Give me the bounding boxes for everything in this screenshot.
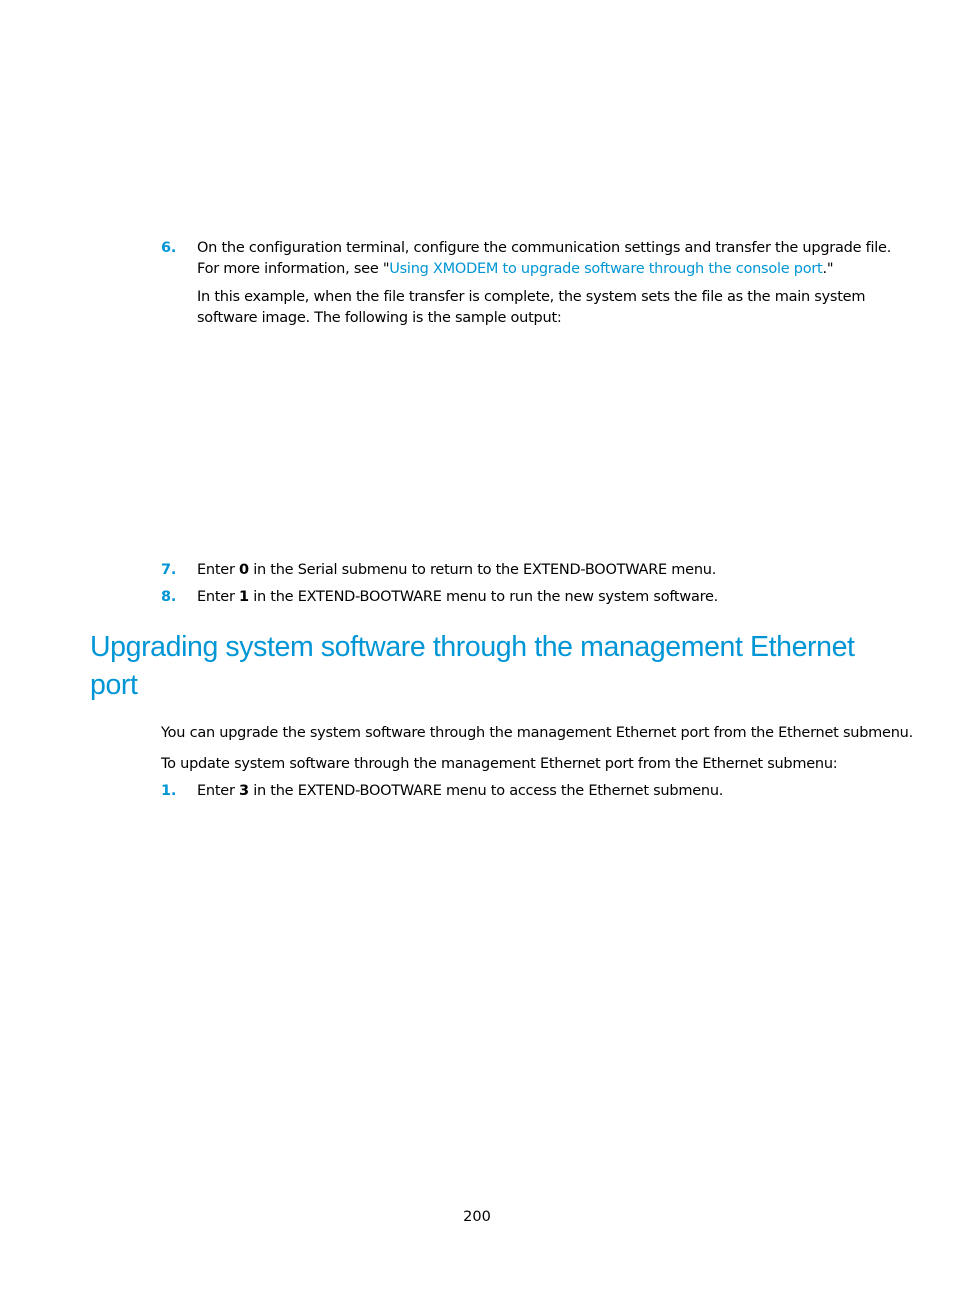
text: Enter: [197, 589, 240, 605]
step-number: 7.: [161, 562, 177, 578]
step-note-line1: In this example, when the file transfer is complete, the system sets the file as the main system: [197, 289, 866, 305]
intro-paragraph: You can upgrade the system software through the management Ethernet port from the Ethernet submenu.: [161, 725, 913, 741]
text: For more information, see ": [197, 261, 390, 277]
step-text: [197, 587, 718, 608]
heading-line: port: [90, 669, 138, 701]
step-number: 6.: [161, 240, 177, 256]
menu-key: 3: [239, 783, 249, 799]
cross-reference-link[interactable]: Using XMODEM to upgrade software through the console port: [389, 261, 823, 277]
page-number: 200: [463, 1209, 491, 1225]
step-number: 8.: [161, 589, 177, 605]
section-heading: [90, 628, 855, 704]
step-text-line2: [197, 259, 833, 280]
step-number: 1.: [161, 783, 177, 799]
text: Enter: [197, 562, 240, 578]
menu-key: 0: [239, 562, 249, 578]
text: in the Serial submenu to return to the EXTEND-BOOTWARE menu.: [248, 562, 717, 578]
step-note-line2: software image. The following is the sample output:: [197, 310, 562, 326]
menu-key: 1: [239, 589, 249, 605]
procedure-lead: To update system software through the management Ethernet port from the Ethernet submenu:: [161, 756, 838, 772]
heading-line: Upgrading system software through the management Ethernet: [90, 631, 855, 663]
step-text: On the configuration terminal, configure the communication settings and transfer the upgrade file.: [197, 240, 892, 256]
text: Enter: [197, 783, 240, 799]
step-text: [197, 781, 723, 802]
text: in the EXTEND-BOOTWARE menu to run the new system software.: [248, 589, 719, 605]
text: in the EXTEND-BOOTWARE menu to access the Ethernet submenu.: [248, 783, 724, 799]
step-text: [197, 560, 716, 581]
text: .": [822, 261, 834, 277]
